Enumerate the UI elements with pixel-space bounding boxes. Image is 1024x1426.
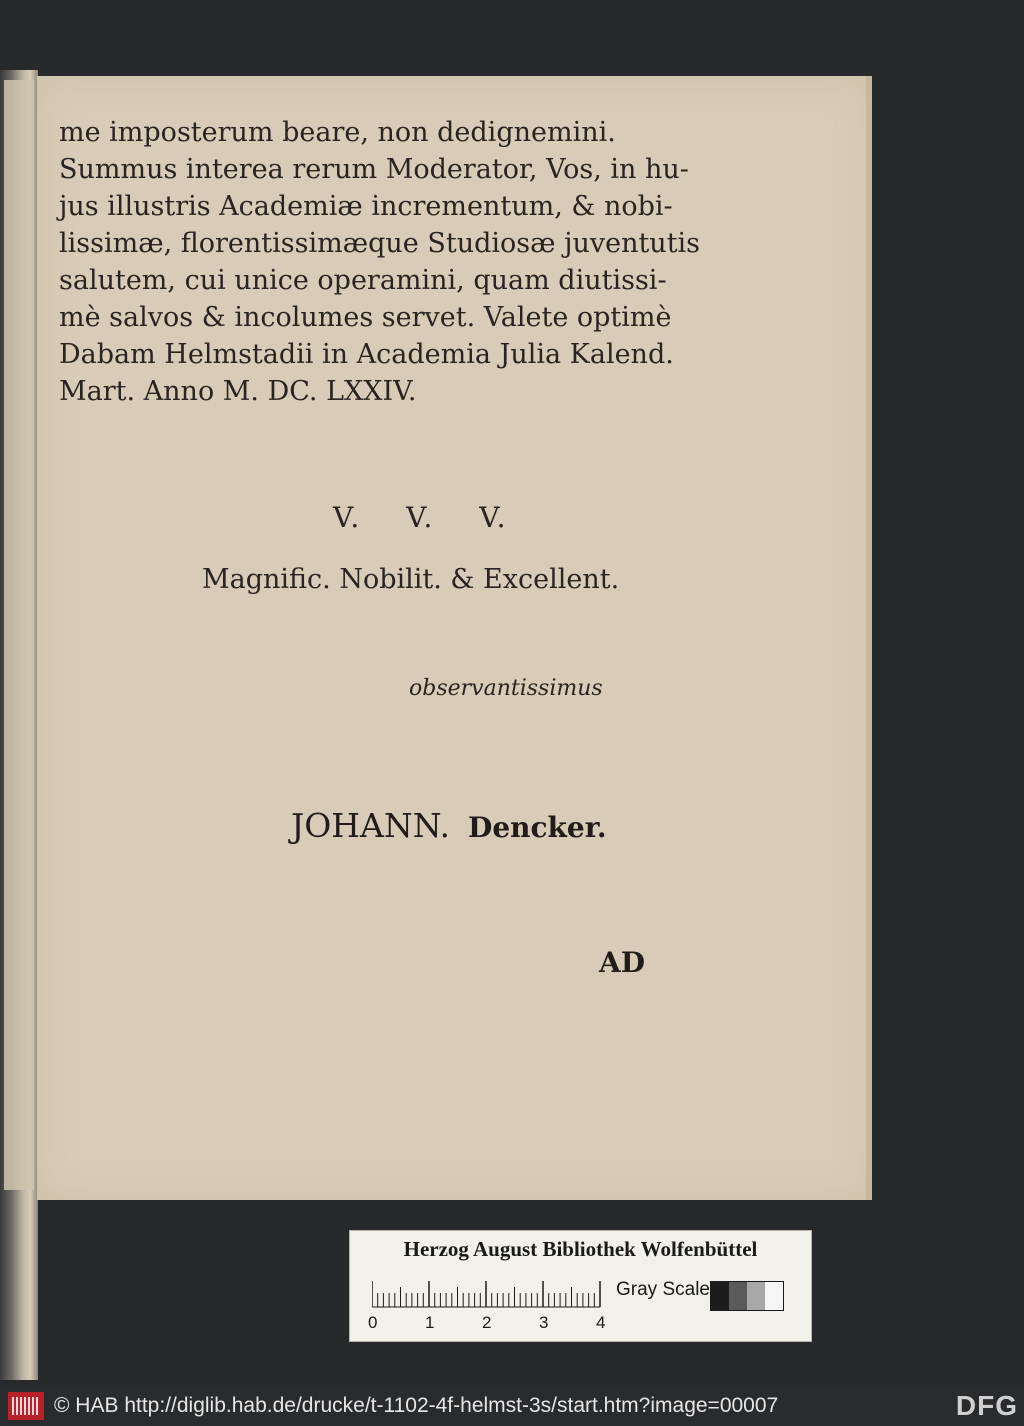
ruler-label: 4 xyxy=(596,1313,606,1332)
text-line: Summus interea rerum Moderator, Vos, in hu- xyxy=(59,154,689,185)
author-surname: Dencker. xyxy=(468,811,607,844)
text-line: salutem, cui unice operamini, quam diutissi- xyxy=(59,265,667,296)
salutation-vvv: V. V. V. xyxy=(333,501,508,534)
dfg-logo: DFG xyxy=(955,1390,1018,1421)
ruler-scale xyxy=(372,1279,602,1309)
salutation-titles: Magnific. Nobilit. & Excellent. xyxy=(202,564,620,595)
text-line: me imposterum beare, non dedignemini. xyxy=(59,117,616,148)
ruler-label: 0 xyxy=(368,1313,378,1332)
gray-swatch xyxy=(765,1282,783,1310)
viewer-footer xyxy=(0,1386,1024,1426)
catchword: AD xyxy=(599,946,646,979)
text-line: jus illustris Academiæ incrementum, & nobi- xyxy=(59,191,673,222)
library-name: Herzog August Bibliothek Wolfenbüttel xyxy=(403,1237,758,1261)
letter-closing-paragraph xyxy=(59,114,699,410)
gray-scale-label: Gray Scale xyxy=(616,1279,710,1300)
closing-observantissimus: observantissimus xyxy=(409,676,603,701)
gray-swatch xyxy=(747,1282,765,1310)
scanned-page xyxy=(37,76,872,1200)
gray-scale-swatches xyxy=(710,1281,784,1311)
ruler-label: 1 xyxy=(425,1313,435,1332)
author-signature xyxy=(291,806,607,845)
text-line: Dabam Helmstadii in Academia Julia Kalend. xyxy=(59,339,674,370)
gray-swatch xyxy=(711,1282,729,1310)
gray-swatch xyxy=(729,1282,747,1310)
author-first-name: JOHANN. xyxy=(291,806,451,845)
previous-page-fragments xyxy=(6,110,34,254)
color-reference-card xyxy=(349,1230,812,1342)
ruler-label: 2 xyxy=(482,1313,492,1332)
hab-logo-icon xyxy=(8,1392,44,1420)
text-line: mè salvos & incolumes servet. Valete optimè xyxy=(59,302,672,333)
copyright-url: © HAB http://diglib.hab.de/drucke/t-1102-4f-helmst-3s/start.htm?image=00007 xyxy=(54,1394,779,1417)
text-line: lissimæ, florentissimæque Studiosæ juventutis xyxy=(59,228,701,259)
text-line: Mart. Anno M. DC. LXXIV. xyxy=(59,376,417,407)
ruler-label: 3 xyxy=(539,1313,549,1332)
